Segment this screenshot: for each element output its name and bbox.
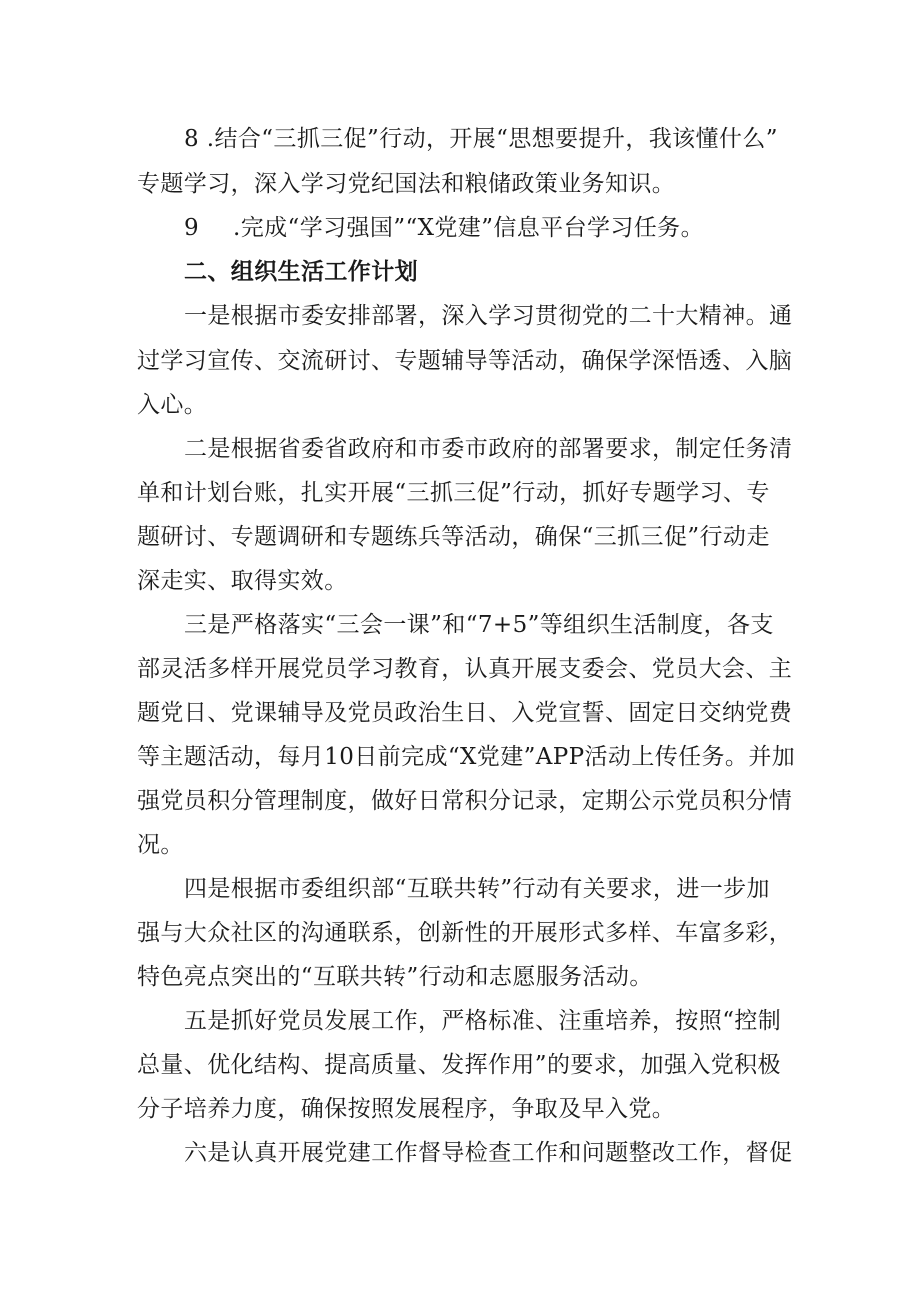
paragraph-line: 过学习宣传、交流研讨、专题辅导等活动，确保学深悟透、入脑 bbox=[137, 348, 793, 374]
paragraph-line: 四是根据市委组织部“互联共转”行动有关要求，进一步加 bbox=[184, 876, 770, 902]
item-9-number: 9 bbox=[184, 215, 200, 241]
paragraph-line: 分子培养力度，确保按照发展程序，争取及早入党。 bbox=[137, 1096, 676, 1122]
paragraph-line: 深走实、取得实效。 bbox=[137, 568, 348, 594]
paragraph-line: 强党员积分管理制度，做好日常积分记录，定期公示党员积分情 bbox=[137, 788, 793, 814]
paragraph-line: 强与大众社区的沟通联系，创新性的开展形式多样、车富多彩， bbox=[137, 920, 793, 946]
paragraph-line: 一是根据市委安排部署，深入学习贯彻党的二十大精神。通 bbox=[184, 303, 793, 329]
paragraph-line: 总量、优化结构、提高质量、发挥作用”的要求，加强入党积极 bbox=[137, 1052, 781, 1078]
item-8-line-1: 8 .结合“三抓三促”行动，开展“思想要提升，我该懂什么” bbox=[184, 126, 778, 152]
paragraph-line: 等主题活动，每月10日前完成“X党建”APP活动上传任务。并加 bbox=[137, 744, 796, 770]
paragraph-line: 况。 bbox=[137, 832, 184, 858]
paragraph-line: 二是根据省委省政府和市委市政府的部署要求，制定任务清 bbox=[184, 436, 793, 462]
paragraph-line: 五是抓好党员发展工作，严格标准、注重培养，按照“控制 bbox=[184, 1008, 782, 1034]
paragraph-line: 部灵活多样开展党员学习教育，认真开展支委会、党员大会、主 bbox=[137, 656, 793, 682]
paragraph-line: 入心。 bbox=[137, 392, 208, 418]
paragraph-line: 题党日、党课辅导及党员政治生日、入党宣誓、固定日交纳党费 bbox=[137, 700, 793, 726]
paragraph-line: 六是认真开展党建工作督导检查工作和问题整改工作，督促 bbox=[184, 1140, 793, 1166]
paragraph-line: 三是严格落实“三会一课”和“7+5”等组织生活制度，各支 bbox=[184, 612, 774, 638]
paragraph-line: 题研讨、专题调研和专题练兵等活动，确保“三抓三促”行动走 bbox=[137, 524, 770, 550]
section-heading: 二、组织生活工作计划 bbox=[184, 258, 418, 285]
item-8-line-2: 专题学习，深入学习党纪国法和粮储政策业务知识。 bbox=[137, 171, 676, 197]
item-9 bbox=[184, 213, 844, 243]
item-9-text: .完成“学习强国”“X党建”信息平台学习任务。 bbox=[233, 215, 704, 241]
paragraph-line: 特色亮点突出的“互联共转”行动和志愿服务活动。 bbox=[137, 964, 653, 990]
paragraph-line: 单和计划台账，扎实开展“三抓三促”行动，抓好专题学习、专 bbox=[137, 480, 770, 506]
